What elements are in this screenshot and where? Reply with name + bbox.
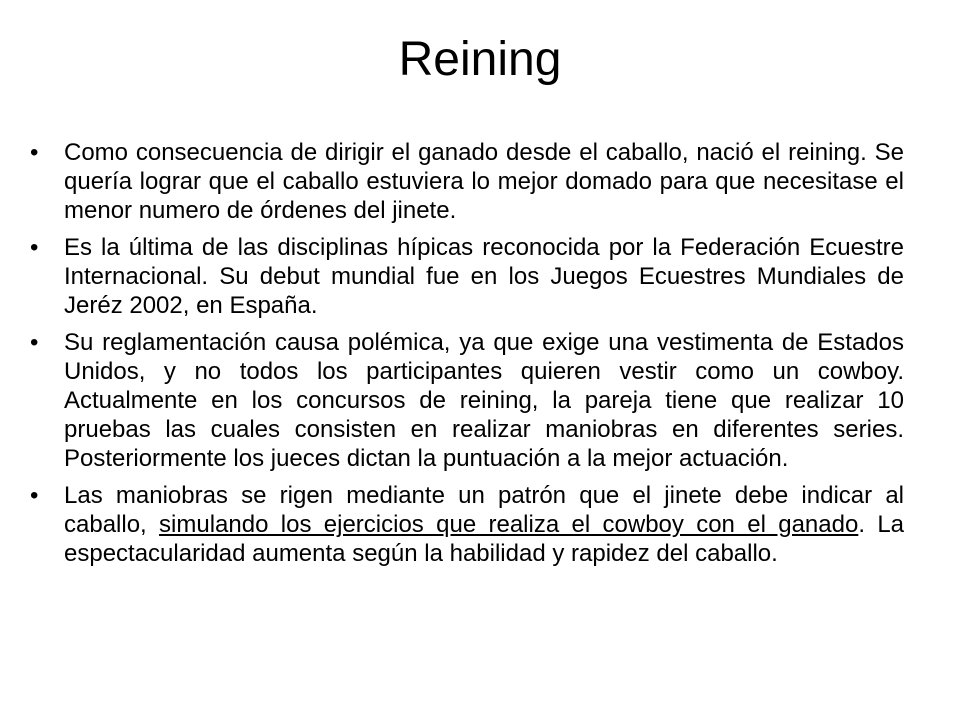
bullet-item [28,233,904,320]
bullet-text: Como consecuencia de dirigir el ganado desde el caballo, nació el reining. Se quería lograr que el caballo estuviera lo mejor domado para que necesitase el menor numero de órdenes del jinete. [64,139,904,224]
bullet-item [28,481,904,568]
bullet-text: Es la última de las disciplinas hípicas reconocida por la Federación Ecuestre Internacional. Su debut mundial fue en los Juegos Ecuestres Mundiales de Jeréz 2002, en España. [64,234,904,319]
bullet-text-after-link: . La espectacularidad aumenta según la habilidad y rapidez del caballo. [64,511,905,567]
bullet-list [28,138,904,576]
slide-title: Reining [398,33,562,86]
bullet-item [28,328,904,473]
cowboy-exercises-link[interactable]: simulando los ejercicios que realiza el cowboy con el ganado [159,511,859,538]
bullet-dot-icon: • [30,139,39,166]
bullet-text-before-link: Las maniobras se rigen mediante un patrón que el jinete debe indicar al caballo, [64,482,904,538]
bullet-dot-icon: • [30,234,39,261]
bullet-text: Su reglamentación causa polémica, ya que exige una vestimenta de Estados Unidos, y no todos los participantes quieren vestir como un cowboy. Actualmente en los concursos de reining, la pareja tiene que realizar 10 pruebas las cuales consisten en realizar maniobras en diferentes series. Posteriormente los jueces dictan la puntuación a la mejor actuación. [64,329,904,472]
bullet-dot-icon: • [30,329,39,356]
bullet-dot-icon: • [30,482,39,509]
bullet-item [28,138,904,225]
